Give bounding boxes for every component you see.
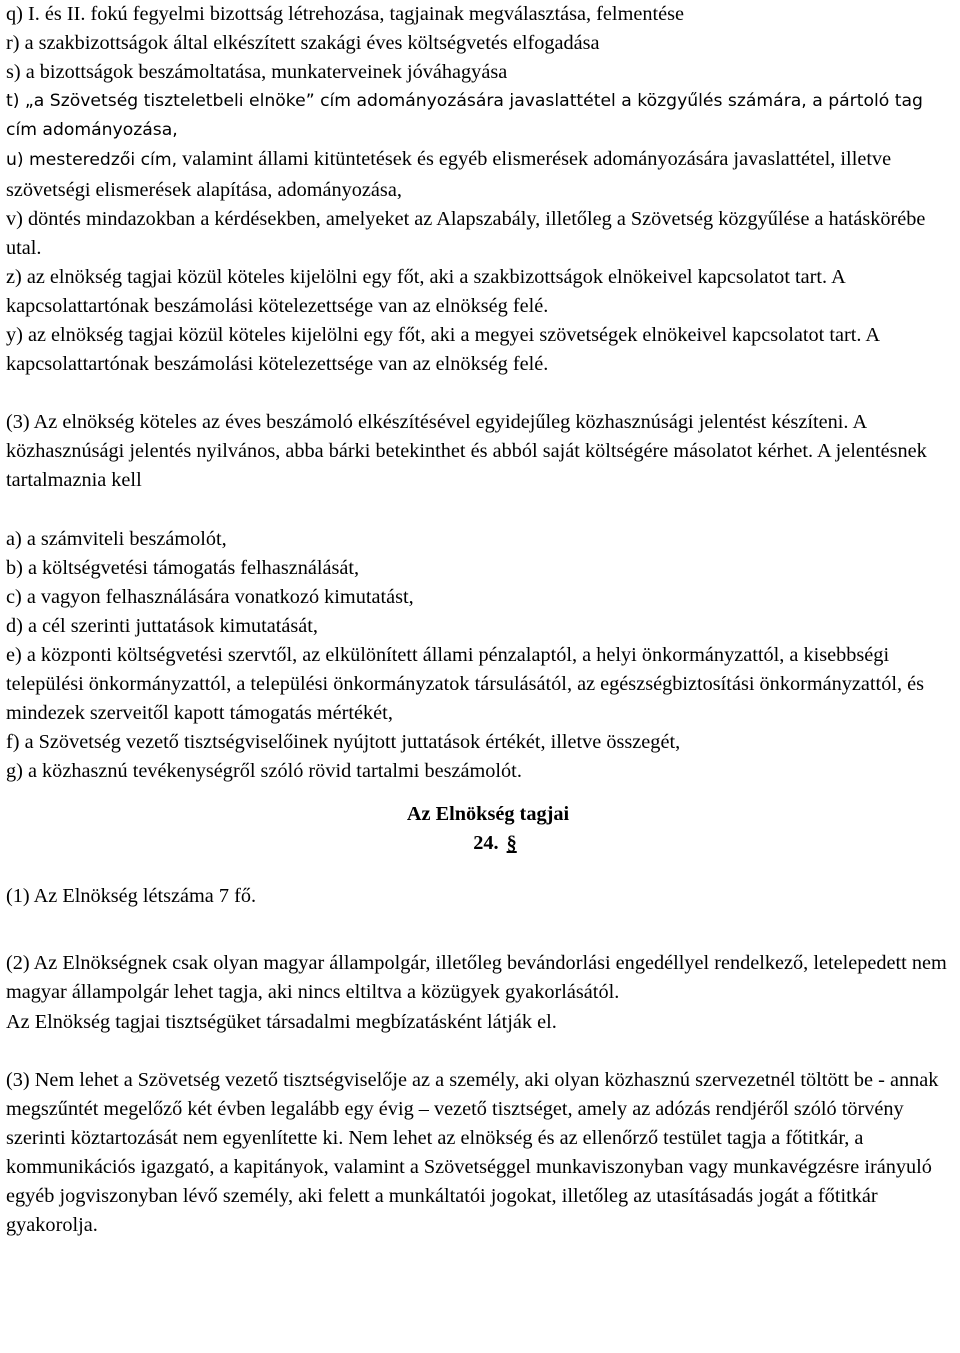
- spacer: [6, 920, 956, 949]
- report-item-f: f) a Szövetség vezető tisztségviselőinek nyújtott juttatások értékét, illetve összegét,: [6, 731, 681, 754]
- section-header: [6, 786, 956, 920]
- list-item-y: y) az elnökség tagjai közül köteles kijelölni egy főt, aki a megyei szövetségek elnökeivel kapcsolatot tart. A kapcsolattartónak beszámolási kötelezettsége van az elnökség felé.: [6, 324, 879, 376]
- list-item-u-rest: valamint állami kitüntetések és egyéb elismerések adományozására javaslattétel, illetve szövetségi elismerések alapítása, adományozása,: [6, 148, 892, 201]
- list-item-t: t) „a Szövetség tiszteletbeli elnöke” cím adományozására javaslattétel a közgyűlés számára, a pártoló tag cím adományozása,: [6, 91, 923, 141]
- report-item-g: g) a közhasznú tevékenységről szóló rövid tartalmi beszámolót.: [6, 760, 522, 783]
- section-24-paragraph-1: (1) Az Elnökség létszáma 7 fő.: [6, 885, 257, 908]
- list-item-q: q) I. és II. fokú fegyelmi bizottság létrehozása, tagjainak megválasztása, felmentése: [6, 3, 685, 25]
- list-item-s: s) a bizottságok beszámoltatása, munkaterveinek jóváhagyása: [6, 61, 508, 84]
- list-item-u: [6, 145, 956, 204]
- document-page: [6, 0, 956, 1240]
- list-item-u-start: u) mesteredzői cím,: [6, 150, 178, 171]
- list-item-v: v) döntés mindazokban a kérdésekben, amelyeket az Alapszabály, illetőleg a Szövetség közgyűlése a hatáskörébe utal.: [6, 207, 926, 259]
- section-24-paragraph-2: (2) Az Elnökségnek csak olyan magyar állampolgár, illetőleg bevándorlási engedéllyel rendelkező, letelepedett nem magyar állampolgár lehet tagja, aki nincs eltiltva a közügyek gyakorlásától.: [6, 952, 947, 1004]
- spacer: [6, 1037, 956, 1066]
- section-number: [6, 829, 956, 858]
- list-item-r: r) a szakbizottságok által elkészített szakági éves költségvetés elfogadása: [6, 32, 600, 55]
- section-number-value: 24.: [473, 832, 499, 855]
- section-sign: §: [506, 832, 517, 855]
- paragraph-3: (3) Az elnökség köteles az éves beszámoló elkészítésével egyidejűleg közhasznúsági jelentést készíteni. A közhasznúsági jelentés nyilvános, abba bárki betekinthet és abból saját költségére másolatot kérhet. A jelentésnek tartalmaznia kell: [6, 411, 927, 492]
- section-24-paragraph-3: (3) Nem lehet a Szövetség vezető tisztségviselője az a személy, aki olyan közhasznú szervezetnél töltött be - annak megszűntét megelőző két évben legalább egy évig – vezető tisztséget, amely az adózás rendjéről szóló törvény szerinti köztartozását nem egyenlítette ki. Nem lehet az elnökség és az ellenőrző testület tagja a főtitkár, a kommunikációs igazgató, a kapitányok, valamint a Szövetséggel munkaviszonyban vagy munkavégzésre irányuló egyéb jogviszonyban lévő személy, aki felett a munkáltatói jogokat, illetőleg az utasításadás jogát a főtitkár gyakorolja.: [6, 1068, 939, 1237]
- report-item-a: a) a számviteli beszámolót,: [6, 527, 227, 550]
- section-title: Az Elnökség tagjai: [406, 803, 570, 826]
- section-24-paragraph-2b: Az Elnökség tagjai tisztségüket társadalmi megbízatásként látják el.: [6, 1010, 557, 1033]
- list-item-z: z) az elnökség tagjai közül köteles kijelölni egy főt, aki a szakbizottságok elnökeivel kapcsolatot tart. A kapcsolattartónak beszámolási kötelezettsége van az elnökség felé.: [6, 265, 845, 317]
- report-item-e: e) a központi költségvetési szervtől, az elkülönített állami pénzalaptól, a helyi önkormányzattól, a kisebbségi települési önkormányzattól, a települési önkormányzatok társulásától, az egészségbiztosítási önkormányzattól, és mindezek szerveitől kapott támogatás mértékét,: [6, 643, 925, 725]
- report-item-d: d) a cél szerinti juttatások kimutatását,: [6, 614, 319, 637]
- spacer: [6, 496, 956, 525]
- spacer: [6, 379, 956, 408]
- report-item-b: b) a költségvetési támogatás felhasználását,: [6, 556, 360, 579]
- report-item-c: c) a vagyon felhasználására vonatkozó kimutatást,: [6, 585, 414, 608]
